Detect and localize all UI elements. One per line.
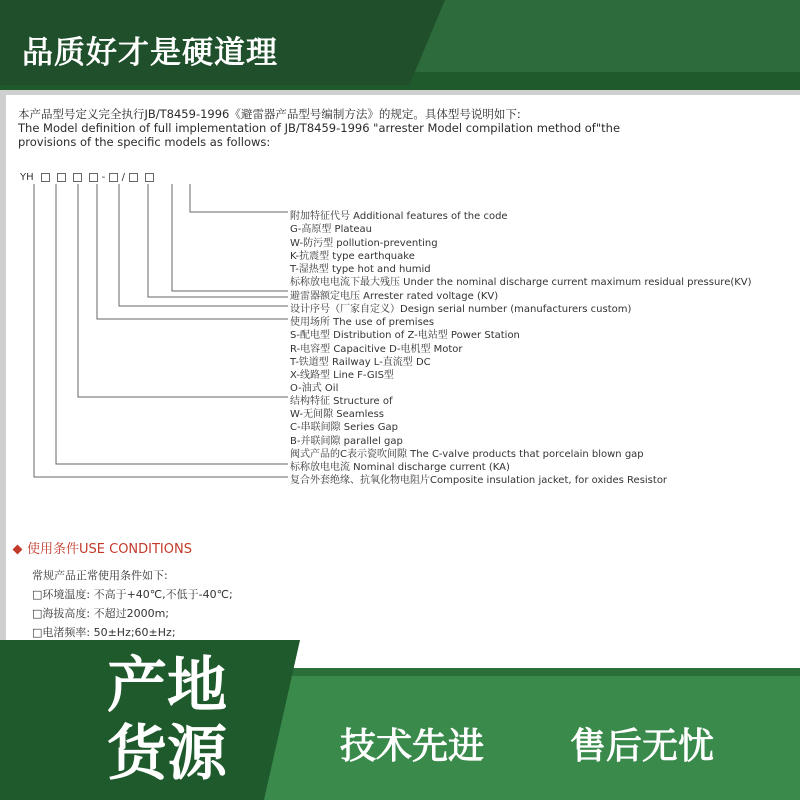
use-condition-item: □环境温度: 不高于+40℃,不低于-40℃;: [32, 588, 233, 601]
tree-item: T-铁道型 Railway L-直流型 DC: [290, 357, 431, 368]
use-condition-item: □海拔高度: 不超过2000m;: [32, 607, 170, 620]
page-title: 品质好才是硬道理: [22, 35, 278, 71]
origin-line1: 产地: [107, 651, 227, 721]
tree-item: 阀式产品的C表示瓷吹间隙 The C-valve products that porcelain blown gap: [290, 449, 644, 460]
tree-item: 标称放电电流下最大残压 Under the nominal discharge current maximum residual pressure(KV): [290, 277, 752, 288]
tree-item: O-油式 Oil: [290, 383, 339, 394]
tree-item: B-并联间隙 parallel gap: [290, 436, 403, 447]
tree-item: W-防污型 pollution-preventing: [290, 238, 438, 249]
model-box: [109, 173, 118, 182]
use-conditions-intro: 常规产品正常使用条件如下:: [32, 569, 168, 582]
tree-item: 结构特征 Structure of: [290, 396, 393, 407]
intro-text: [18, 107, 620, 149]
slogan-tech: 技术先进: [340, 726, 485, 767]
model-prefix: YH: [20, 172, 34, 183]
tree-item: 标称放电电流 Nominal discharge current (KA): [290, 462, 510, 473]
model-separator: -: [101, 172, 106, 183]
tree-item: T-湿热型 type hot and humid: [290, 264, 431, 275]
origin-block-text: [72, 652, 262, 788]
tree-item: S-配电型 Distribution of Z-电站型 Power Station: [290, 330, 520, 341]
tree-item: 复合外套绝缘、抗氧化物电阻片Composite insulation jacket, for oxides Resistor: [290, 475, 668, 486]
model-box: [129, 173, 138, 182]
use-conditions-title-text: 使用条件USE CONDITIONS: [27, 542, 192, 557]
model-box: [41, 173, 50, 182]
tree-item: X-线路型 Line F-GIS型: [290, 370, 394, 381]
model-box: [89, 173, 98, 182]
tree-item: 附加特征代号 Additional features of the code: [290, 211, 508, 222]
slogan-service: 售后无忧: [570, 726, 715, 767]
model-box: [145, 173, 154, 182]
tree-item: K-抗震型 type earthquake: [290, 251, 415, 262]
tree-item: W-无间隙 Seamless: [290, 409, 384, 420]
tree-item: C-串联间隙 Series Gap: [290, 422, 398, 433]
tree-item: 避雷器额定电压 Arrester rated voltage (KV): [290, 291, 499, 302]
use-condition-item: □电渚频率: 50±Hz;60±Hz;: [32, 626, 176, 639]
origin-line2: 货源: [107, 719, 227, 789]
intro-line-cn: 本产品型号定义完全执行JB/T8459-1996《避雷器产品型号编制方法》的规定。具体型号说明如下:: [18, 107, 521, 121]
intro-line-en2: provisions of the specific models as follows:: [18, 135, 271, 149]
tree-item: R-电容型 Capacitive D-电机型 Motor: [290, 344, 463, 355]
diamond-icon: [13, 545, 23, 555]
tree-item: G-高原型 Plateau: [290, 224, 373, 235]
model-separator: /: [121, 172, 125, 183]
tree-item: 使用场所 The use of premises: [290, 317, 435, 328]
model-code: [20, 172, 154, 183]
model-box: [57, 173, 66, 182]
tree-item: 设计序号（厂家自定义）Design serial number (manufacturers custom): [290, 304, 632, 315]
use-conditions-title: [14, 538, 192, 557]
model-box: [73, 173, 82, 182]
intro-line-en1: The Model definition of full implementation of JB/T8459-1996 "arrester Model compilation method of"the: [18, 121, 621, 135]
